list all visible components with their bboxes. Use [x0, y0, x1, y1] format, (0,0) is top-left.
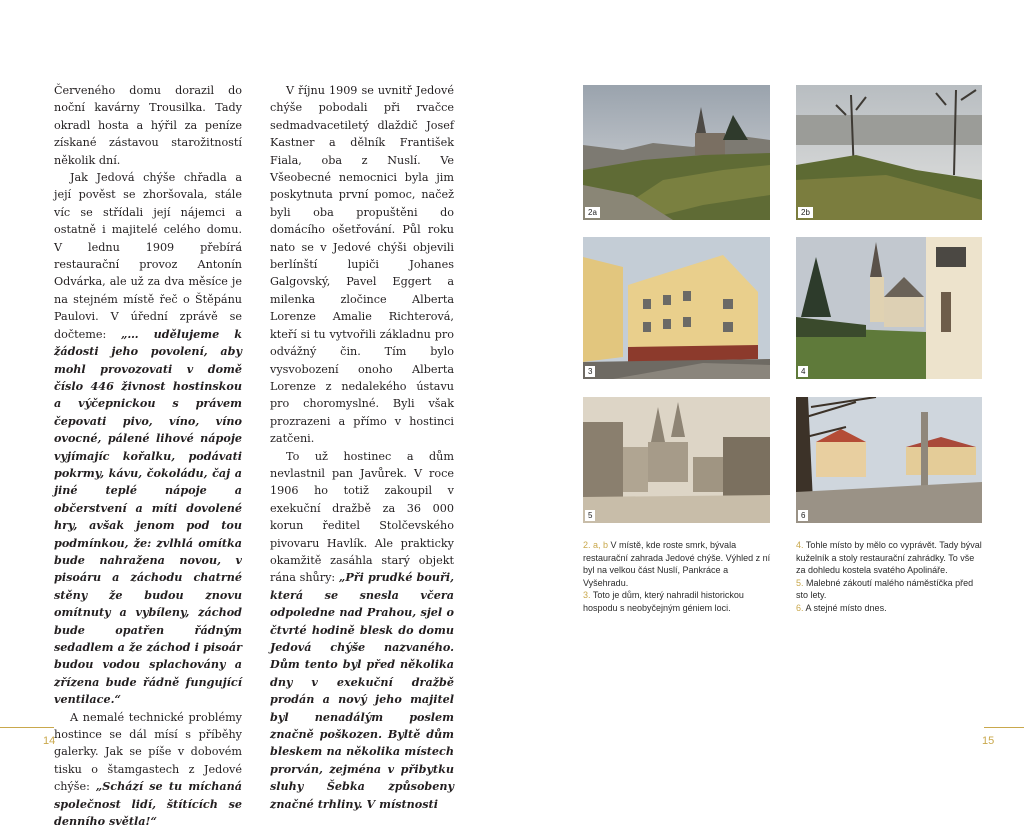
caption-number: 2. a, b	[583, 540, 609, 550]
photo-6	[796, 397, 982, 523]
photo-number: 6	[798, 510, 808, 521]
photo-number: 2b	[798, 207, 813, 218]
caption-number: 3.	[583, 590, 591, 601]
text-column-1	[54, 82, 242, 830]
caption-text: Toto je dům, který nahradil historickou hospodu s neobyčejným géniem loci.	[583, 590, 744, 613]
caption-right	[796, 539, 986, 615]
text-column-2	[270, 82, 454, 813]
photo-5	[583, 397, 770, 523]
caption-text: Malebné zákoutí malého náměstíčka před sto lety.	[796, 577, 974, 601]
paragraph-text: To už hostinec a dům nevlastnil pan Javůrek. V roce 1906 ho totiž zakoupil v exekuční dražbě za 36 000 korun ředitel Stolčevského pivovaru Havlík. Ale prakticky okamžitě zasáhla starý objekt rána shůry:	[270, 449, 454, 585]
quotation: „Schází se tu míchaná společnost lidí, štítících se denního světla!“	[54, 779, 242, 829]
paragraph	[54, 169, 242, 709]
caption-text: Tohle místo by mělo co vyprávět. Tady býval kuželník a stoly restaurační zahrádky. To vše za dohledu kostela svatého Apolináře.	[796, 540, 982, 576]
paragraph: Červeného domu dorazil do noční kavárny Trousilka. Tady okradl hosta a hýřil za peníze získané zástavou starožitností několik dní.	[54, 84, 242, 167]
photo-3	[583, 237, 770, 379]
caption-number: 6.	[796, 602, 804, 613]
footer-rule-right	[984, 727, 1024, 728]
quotation: „Při prudké bouři, která se snesla včera odpoledne nad Prahou, sjel o čtvrté hodině blesk do domu Jedová chýše nazvaného. Dům tento byl před několika dny v exekuční dražbě prodán a nový jeho majitel byl nenadálým poslem značně poškozen. Byltě dům bleskem na několika místech prorván, zejména v přibytku sluhy Šebka způsobeny značné trhliny. V místnosti	[270, 570, 454, 811]
caption-left	[583, 539, 773, 615]
footer-rule-left	[0, 727, 54, 728]
page-number-right: 15	[982, 735, 995, 747]
caption-number: 4.	[796, 540, 804, 550]
photo-number: 5	[585, 510, 595, 521]
paragraph-text: A nemalé technické problémy hostince se dál mísí s příběhy galerky. Jak se píše v dobovém tisku o štamgastech z Jedové chýše:	[54, 710, 242, 794]
paragraph	[270, 448, 454, 814]
photo-2b	[796, 85, 982, 220]
caption-text: V místě, kde roste smrk, bývala restaurační zahrada Jedové chýše. Výhled z ní byl na velkou část Nuslí, Pankráce a Vyšehradu.	[583, 540, 771, 588]
paragraph-text: Jak Jedová chýše chřadla a její pověst se zhoršovala, stále víc se střídali její nájemci a ostatně i majitelé celého domu. V lednu 1909 přebírá restaurační provoz Antonín Odvárka, ale už za dva měsíce je na stejném místě řeč o Štěpánu Paulovi. V úřední zprávě se dočteme:	[54, 171, 242, 341]
paragraph: V říjnu 1909 se uvnitř Jedové chýše pobodali při rvačce sedmadvacetiletý dlaždič Josef Kastner a dělník František Fiala, oba z Nuslí. Ve Všeobecné nemocnici byla jim poskytnuta první pomoc, načež byli oba propuštěni do domácího ošetřování. Půl roku nato se v Jedové chýši objevili berlínští lupiči Johanes Galgovský, Pavel Eggert a milenka zločince Alberta Lorenze Amalie Richterová, kteří si tu vytvořili základnu pro odvážný čin. Tím bylo vysvobození onoho Alberta Lorenze z nedalekého ústavu pro choromyslné. Byli však prozrazeni a přímo v hostinci zatčeni.	[270, 84, 454, 446]
photo-number: 4	[798, 366, 808, 377]
paragraph	[54, 709, 242, 830]
caption-text: A stejné místo dnes.	[803, 602, 887, 613]
photo-4	[796, 237, 982, 379]
page-number-left: 14	[43, 735, 56, 747]
caption-number: 5.	[796, 577, 804, 588]
quotation: „… udělujeme k žádosti jeho povolení, aby mohl provozovati v domě číslo 446 živnost hostinskou a výčepnickou s právem čepovati pivo, víno, víno ovocné, pálené lihové nápoje vyjímajíc kořalku, podávati pokrmy, kávu, čokoládu, čaj a jiné teplé nápoje a občerstvení a míti dovolené hry, avšak jenom pod tou podmínkou, že: zvlhlá omítka bude nahražena novou, v pisoáru a záchodu chatrné stěny že budou znovu omítnuty a vybíleny, záchod bude opatřen řádným sedadlem a že záchod i pisoár budou vodou splachovány a zřízena bude řádně fungující ventilace.“	[54, 326, 242, 707]
photo-number: 2a	[585, 207, 600, 218]
photo-number: 3	[585, 366, 595, 377]
photo-2a	[583, 85, 770, 220]
